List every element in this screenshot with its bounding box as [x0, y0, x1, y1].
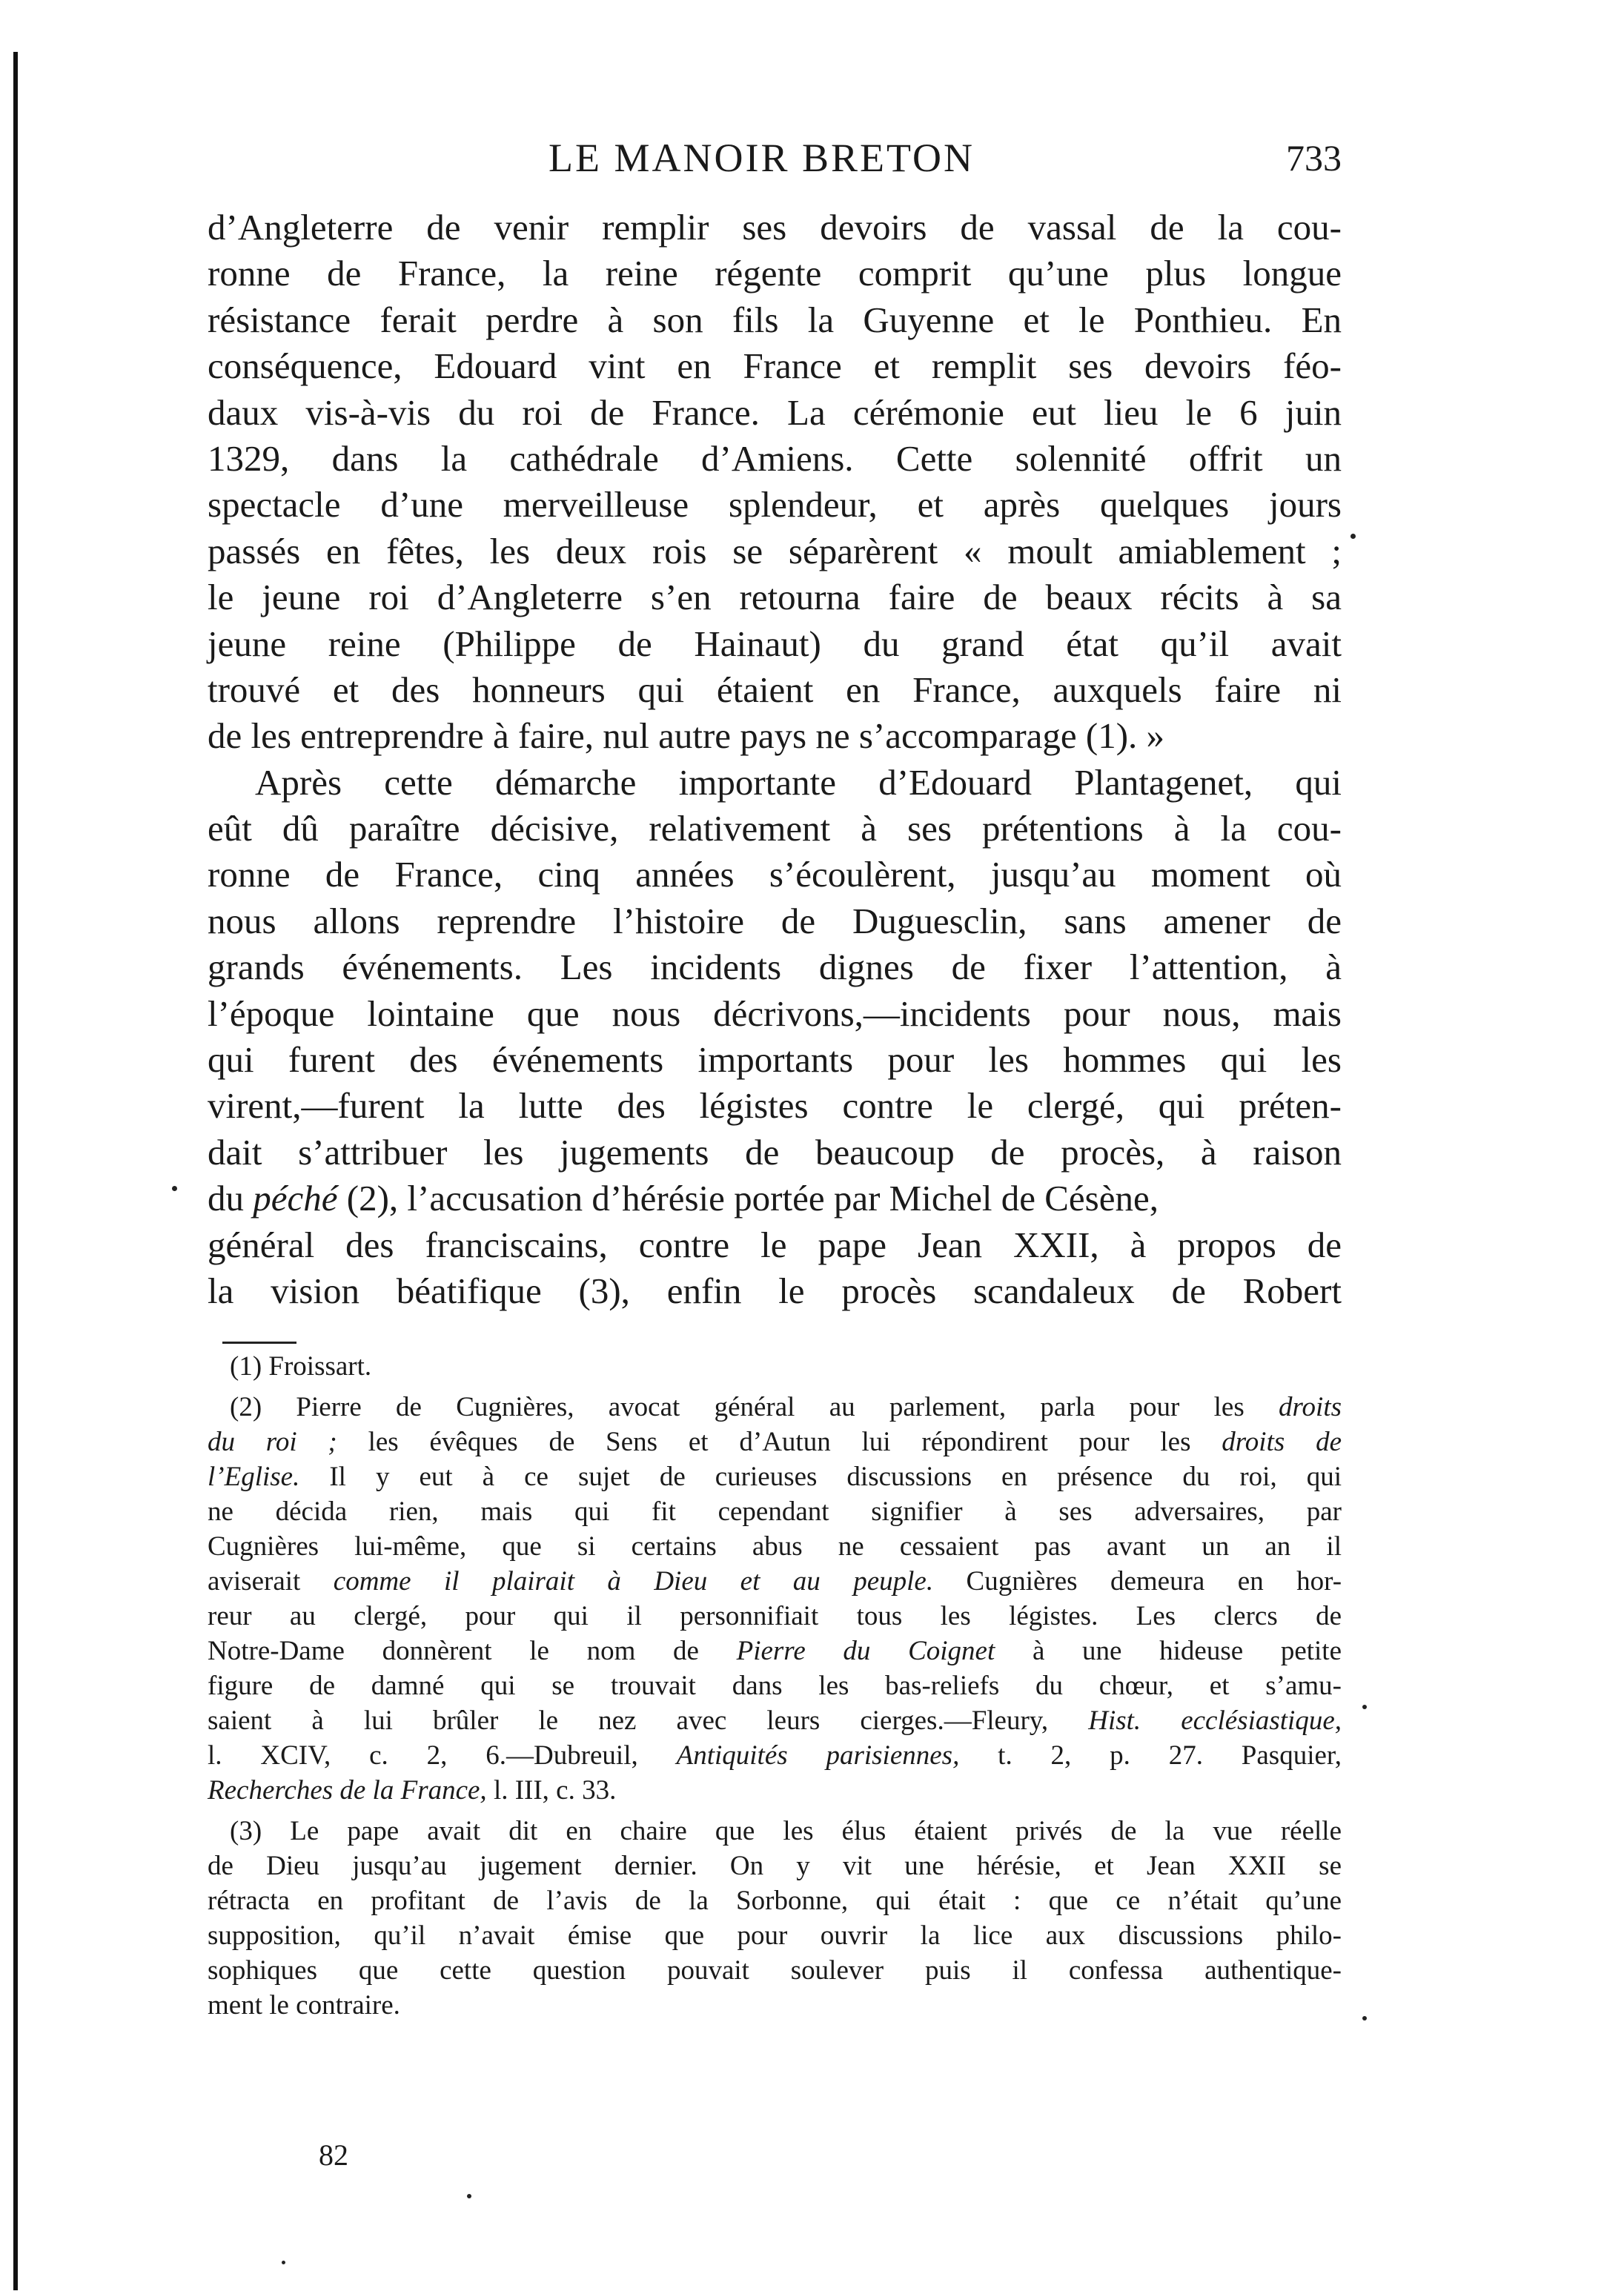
footnote-italic: l’Eglise. — [208, 1462, 300, 1492]
body-line: qui furent des événements importants pour les hommes qui les — [208, 1039, 1342, 1081]
footnote-italic: du roi ; — [208, 1427, 337, 1457]
body-line: conséquence, Edouard vint en France et remplit ses devoirs féo- — [208, 345, 1342, 387]
print-speck — [282, 2261, 285, 2264]
italic-term: péché — [253, 1178, 338, 1219]
page-number: 733 — [1286, 137, 1342, 179]
body-line: spectacle d’une merveilleuse splendeur, et après quelques jours — [208, 484, 1342, 526]
body-line: jeune reine (Philippe de Hainaut) du grand état qu’il avait — [208, 623, 1342, 664]
running-title: LE MANOIR BRETON — [548, 136, 975, 180]
print-speck — [172, 1186, 177, 1191]
footnote-rule — [222, 1342, 296, 1344]
body-line: de les entreprendre à faire, nul autre pays ne s’accomparage (1). » — [208, 715, 1165, 757]
body-line: eût dû paraître décisive, relativement à ses prétentions à la cou- — [208, 808, 1342, 849]
body-line: dait s’attribuer les jugements de beaucoup de procès, à raison — [208, 1131, 1342, 1173]
footnote-3-line: sophiques que cette question pouvait soulever puis il confessa authentique- — [208, 1955, 1342, 1986]
footnote-text: à une hideuse petite — [1032, 1636, 1342, 1666]
footnote-text: les évêques de Sens et d’Autun lui répondirent pour les — [368, 1427, 1191, 1457]
footnote-italic: Hist. ecclésiastique, — [1088, 1705, 1342, 1736]
footnote-italic: Recherches de la France, — [208, 1775, 487, 1806]
print-speck — [1362, 2016, 1367, 2020]
footnote-2-line: Cugnières lui-même, que si certains abus ne cessaient pas avant un an il — [208, 1531, 1342, 1562]
footnote-3-line: ment le contraire. — [208, 1990, 400, 2020]
body-line: trouvé et des honneurs qui étaient en France, auxquels faire ni — [208, 669, 1342, 710]
footnote-2-line — [208, 1773, 1342, 1808]
footnote-2-line — [208, 1390, 1342, 1425]
body-line — [208, 1176, 1342, 1221]
footnote-2-line: ne décida rien, mais qui fit cependant signifier à ses adversaires, par — [208, 1496, 1342, 1527]
body-line: d’Angleterre de venir remplir ses devoirs de vassal de la cou- — [208, 207, 1342, 248]
footnotes — [208, 1349, 1342, 2023]
footnote-text: l. XCIV, c. 2, 6.—Dubreuil, — [208, 1740, 638, 1771]
footnote-text: Cugnières demeura en hor- — [966, 1566, 1342, 1597]
footnote-2-line — [208, 1425, 1342, 1459]
footnote-2-line — [208, 1738, 1342, 1773]
body-line: passés en fêtes, les deux rois se séparèrent « moult amiablement ; — [208, 530, 1342, 571]
footnote-text: Il y eut à ce sujet de curieuses discussions en présence du roi, qui — [329, 1462, 1342, 1492]
footnote-3-line: supposition, qu’il n’avait émise que pour ouvrir la lice aux discussions philo- — [208, 1920, 1342, 1951]
footnote-text: aviserait — [208, 1566, 301, 1597]
body-line: la vision béatifique (3), enfin le procès scandaleux de Robert — [208, 1270, 1342, 1311]
body-line: ronne de France, cinq années s’écoulèrent, jusqu’au moment où — [208, 854, 1342, 895]
binding-edge-line — [13, 52, 18, 2290]
footnote-text: t. 2, p. 27. Pasquier, — [998, 1740, 1342, 1771]
body-line: virent,—furent la lutte des légistes contre le clergé, qui préten- — [208, 1085, 1342, 1127]
body-fragment: (2), l’accusation d’hérésie portée par Michel de Césène, — [346, 1178, 1159, 1219]
print-speck — [1362, 1705, 1367, 1709]
footnote-italic: Pierre du Coignet — [736, 1636, 995, 1666]
footnote-2-line — [208, 1634, 1342, 1668]
footnote-3-line: de Dieu jusqu’au jugement dernier. On y vit une hérésie, et Jean XXII se — [208, 1851, 1342, 1881]
footnote-2-line: reur au clergé, pour qui il personnifiait tous les légistes. Les clercs de — [208, 1601, 1342, 1631]
footnote-italic: Antiquités parisiennes, — [676, 1740, 960, 1771]
body-line: nous allons reprendre l’histoire de Duguesclin, sans amener de — [208, 900, 1342, 941]
body-line: daux vis-à-vis du roi de France. La cérémonie eut lieu le 6 juin — [208, 391, 1342, 433]
body-line: général des franciscains, contre le pape Jean XXII, à propos de — [208, 1224, 1342, 1265]
printer-signature: 82 — [319, 2138, 348, 2172]
body-text — [208, 205, 1342, 1314]
footnote-text: l. III, c. 33. — [493, 1775, 617, 1806]
footnote-text: (2) Pierre de Cugnières, avocat général au parlement, parla pour les — [230, 1392, 1244, 1422]
footnote-2-line — [208, 1459, 1342, 1494]
footnote-2-line — [208, 1703, 1342, 1738]
footnote-italic: droits de — [1222, 1427, 1342, 1457]
body-line: résistance ferait perdre à son fils la Guyenne et le Ponthieu. En — [208, 299, 1342, 340]
paragraph-start-line: Après cette démarche importante d’Edouard Plantagenet, qui — [255, 761, 1342, 803]
footnote-2-line: figure de damné qui se trouvait dans les bas-reliefs du chœur, et s’amu- — [208, 1671, 1342, 1701]
print-speck — [467, 2194, 471, 2198]
print-speck — [1350, 534, 1356, 539]
footnote-text: Notre-Dame donnèrent le nom de — [208, 1636, 699, 1666]
footnote-italic: droits — [1279, 1392, 1342, 1422]
body-line: ronne de France, la reine régente comprit qu’une plus longue — [208, 253, 1342, 294]
body-line: le jeune roi d’Angleterre s’en retourna faire de beaux récits à sa — [208, 577, 1342, 618]
running-head — [208, 132, 1342, 184]
footnote-text: saient à lui brûler le nez avec leurs cierges.—Fleury, — [208, 1705, 1049, 1736]
footnote-1: (1) Froissart. — [230, 1351, 372, 1382]
footnote-3-line: rétracta en profitant de l’avis de la Sorbonne, qui était : que ce n’était qu’une — [208, 1886, 1342, 1916]
footnote-3-line: (3) Le pape avait dit en chaire que les élus étaient privés de la vue réelle — [230, 1816, 1342, 1846]
footnote-italic: comme il plairait à Dieu et au peuple. — [333, 1566, 934, 1597]
body-line: 1329, dans la cathédrale d’Amiens. Cette solennité offrit un — [208, 437, 1342, 479]
footnote-2-line — [208, 1564, 1342, 1599]
body-line: grands événements. Les incidents dignes de fixer l’attention, à — [208, 947, 1342, 988]
body-line: l’époque lointaine que nous décrivons,—incidents pour nous, mais — [208, 992, 1342, 1034]
body-fragment: du — [208, 1178, 244, 1219]
